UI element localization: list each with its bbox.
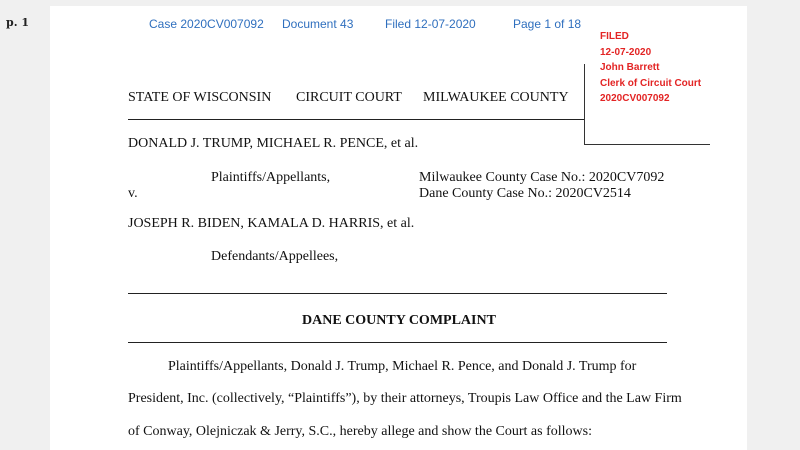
body-paragraph-line-2: President, Inc. (collectively, “Plaintiffs”), by their attorneys, Troupis Law Office and the Law Firm xyxy=(128,391,682,406)
header-case-number: Case 2020CV007092 xyxy=(149,17,264,31)
title-rule-bottom xyxy=(128,342,667,343)
title-rule-top xyxy=(128,293,667,294)
header-filed-date: Filed 12-07-2020 xyxy=(385,17,476,31)
caption-state: STATE OF WISCONSIN xyxy=(128,90,272,105)
stamp-border-horizontal xyxy=(584,144,710,145)
filed-stamp-date: 12-07-2020 xyxy=(600,46,652,58)
body-paragraph-line-3: of Conway, Olejniczak & Jerry, S.C., hereby allege and show the Court as follows: xyxy=(128,424,592,439)
caption-divider xyxy=(128,119,584,120)
dane-case-number: Dane County Case No.: 2020CV2514 xyxy=(419,186,631,201)
document-page xyxy=(50,6,747,450)
body-paragraph-line-1: Plaintiffs/Appellants, Donald J. Trump, Michael R. Pence, and Donald J. Trump for xyxy=(168,359,637,374)
plaintiffs-names: DONALD J. TRUMP, MICHAEL R. PENCE, et al. xyxy=(128,136,419,151)
filed-stamp-case-number: 2020CV007092 xyxy=(600,93,670,104)
filed-stamp-clerk-name: John Barrett xyxy=(600,62,660,73)
caption-court: CIRCUIT COURT xyxy=(296,90,402,105)
document-title: DANE COUNTY COMPLAINT xyxy=(302,313,496,328)
filed-stamp-label: FILED xyxy=(600,31,629,42)
filed-stamp-clerk-title: Clerk of Circuit Court xyxy=(600,77,702,89)
defendants-role: Defendants/Appellees, xyxy=(211,249,339,264)
page-number-marker: p. 1 xyxy=(6,16,30,29)
milwaukee-case-number: Milwaukee County Case No.: 2020CV7092 xyxy=(419,170,665,185)
versus-label: v. xyxy=(128,186,138,201)
defendants-names: JOSEPH R. BIDEN, KAMALA D. HARRIS, et al. xyxy=(128,216,415,231)
header-document-number: Document 43 xyxy=(282,17,354,31)
plaintiffs-role: Plaintiffs/Appellants, xyxy=(211,170,331,185)
stamp-border-vertical xyxy=(584,64,585,144)
filed-stamp xyxy=(600,29,701,107)
header-page-count: Page 1 of 18 xyxy=(513,17,582,31)
caption-county: MILWAUKEE COUNTY xyxy=(423,90,569,105)
